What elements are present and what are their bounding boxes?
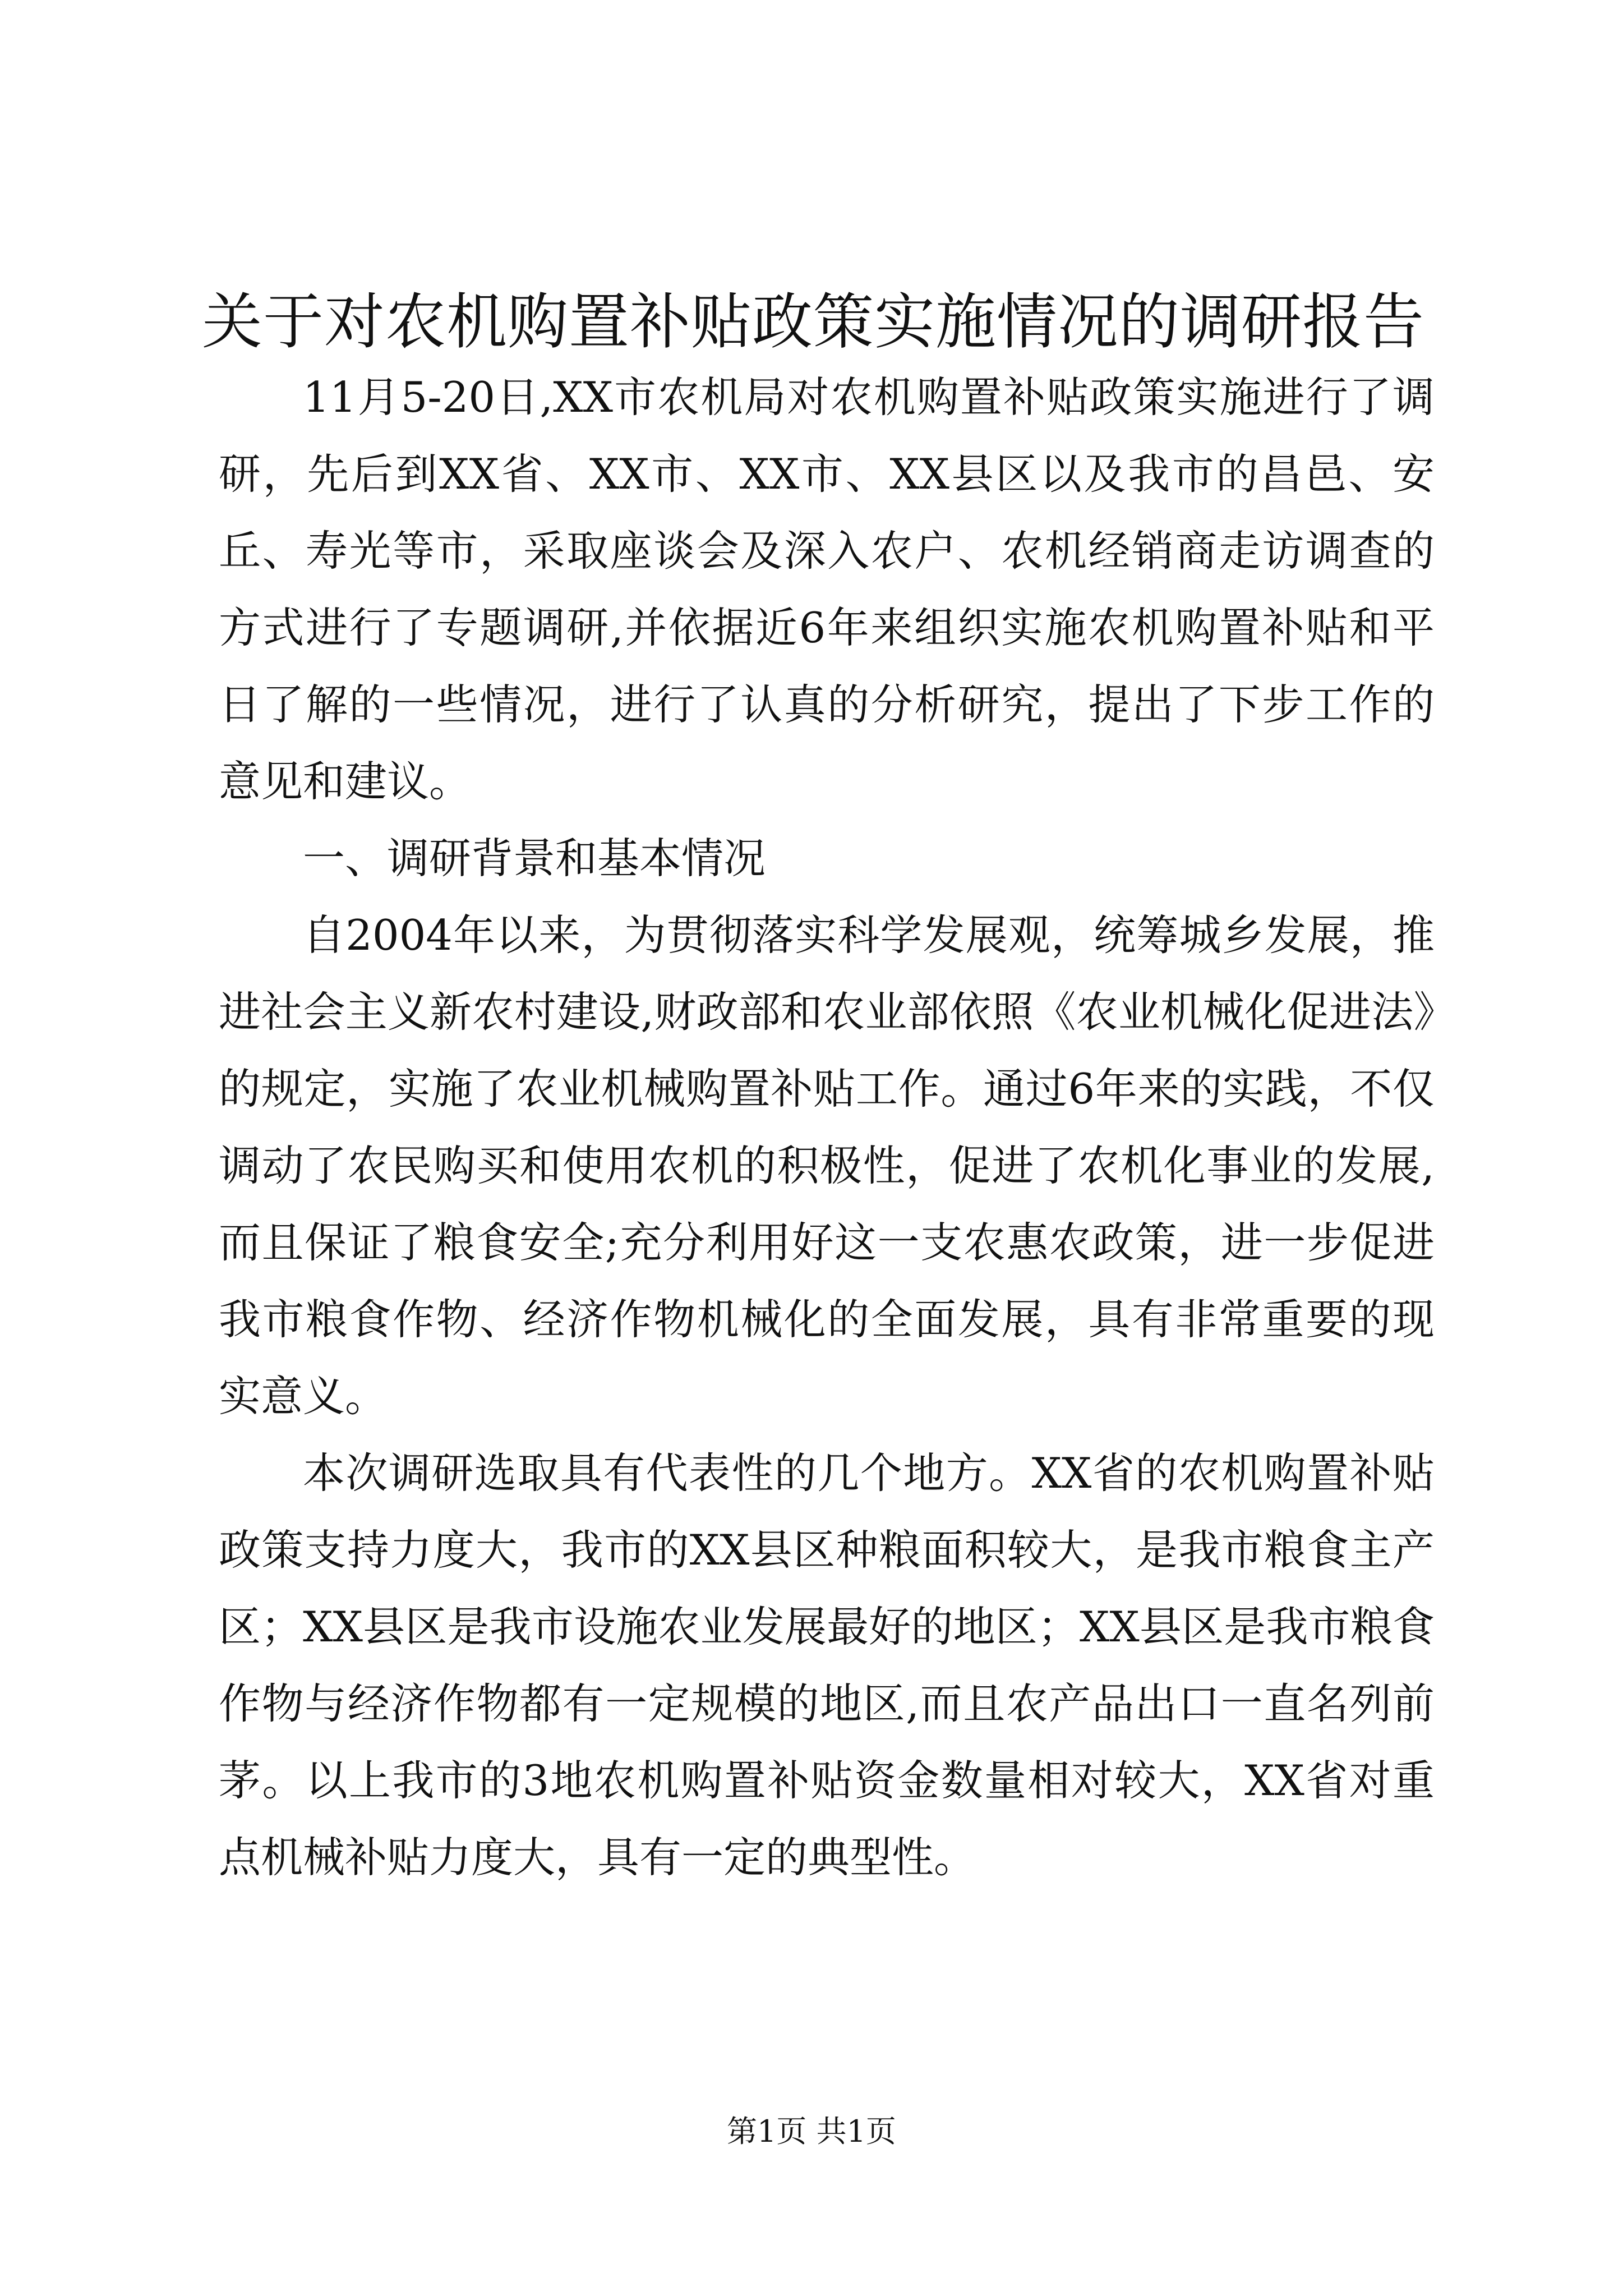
document-title: 关于对农机购置补贴政策实施情况的调研报告 — [202, 287, 1425, 357]
paragraph-background: 自2004年以来，为贯彻落实科学发展观，统筹城乡发展，推进社会主义新农村建设,财政部和农业部依照《农业机械化促进法》的规定，实施了农业机械购置补贴工作。通过6年来的实践，不仅调动了农民购买和使用农机的积极性，促进了农机化事业的发展,而且保证了粮食安全;充分利用好这一支农惠农政策，进一步促进我市粮食作物、经济作物机械化的全面发展，具有非常重要的现实意义。 — [219, 910, 1435, 1421]
paragraph-representative-areas: 本次调研选取具有代表性的几个地方。XX省的农机购置补贴政策支持力度大，我市的XX县区种粮面积较大，是我市粮食主产区；XX县区是我市设施农业发展最好的地区；XX县区是我市粮食作物与经济作物都有一定规模的地区,而且农产品出口一直名列前茅。以上我市的3地农机购置补贴资金数量相对较大，XX省对重点机械补贴力度大，具有一定的典型性。 — [219, 1448, 1435, 1882]
document-body — [219, 359, 1435, 1896]
paragraph-intro: 11月5-20日,XX市农机局对农机购置补贴政策实施进行了调研，先后到XX省、XX市、XX市、XX县区以及我市的昌邑、安丘、寿光等市，采取座谈会及深入农户、农机经销商走访调查的方式进行了专题调研,并依据近6年来组织实施农机购置补贴和平日了解的一些情况，进行了认真的分析研究，提出了下步工作的意见和建议。 — [219, 372, 1435, 806]
page-number-footer: 第1页 共1页 — [727, 2114, 896, 2149]
section-heading-background: 一、调研背景和基本情况 — [303, 834, 766, 883]
